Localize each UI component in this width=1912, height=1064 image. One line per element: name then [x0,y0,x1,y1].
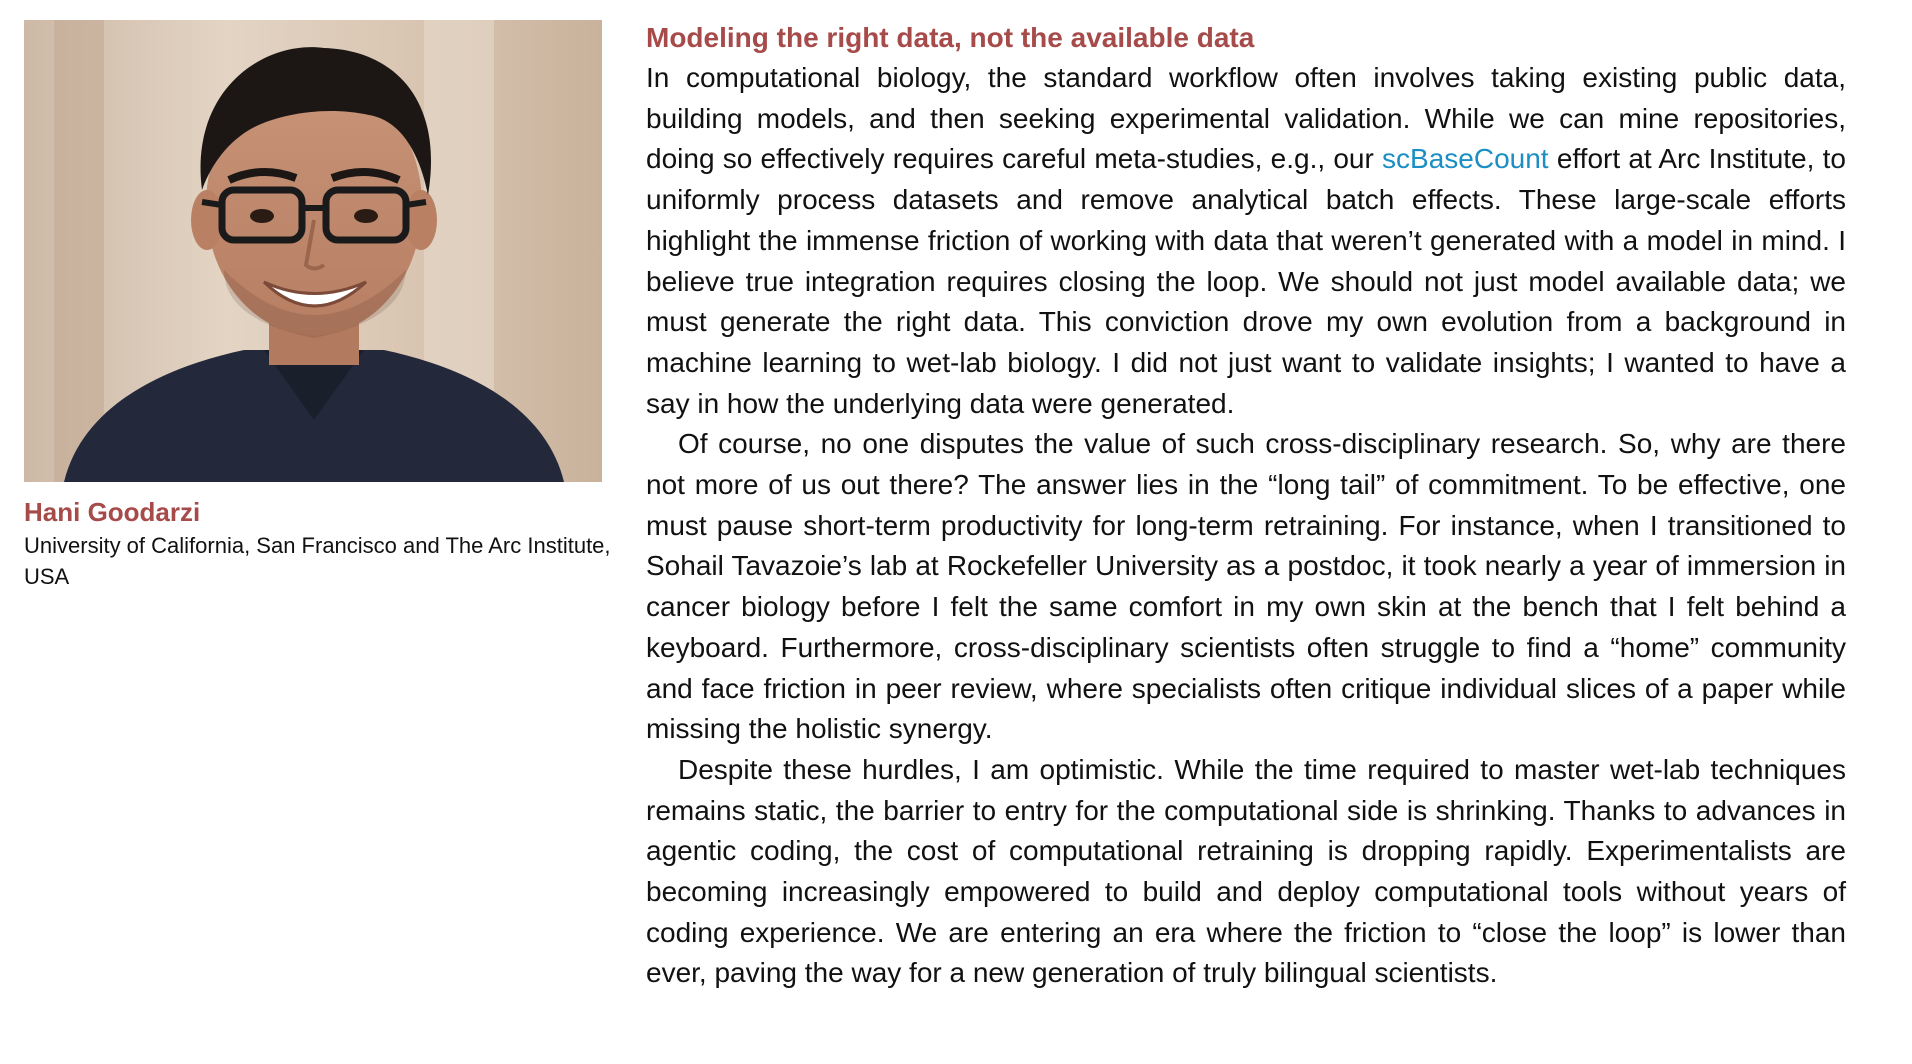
paragraph-1-text-end: effort at Arc Institute, to uniformly process datasets and remove analytical batch effects. These large-scale efforts highlight the immense friction of working with data that weren’t generated with a model in mind. I believe true integration requires closing the loop. We should not just model available data; we must generate the right data. This conviction drove my own evolution from a background in machine learning to wet-lab biology. I did not just want to validate insights; I wanted to have a say in how the underlying data were generated. [646,143,1846,419]
paragraph-1 [646,58,1846,424]
scbasecount-link[interactable]: scBaseCount [1382,143,1549,175]
article-title: Modeling the right data, not the available data [646,22,1255,53]
paragraph-3: Despite these hurdles, I am optimistic. While the time required to master wet-lab techniques remains static, the barrier to entry for the computational side is shrinking. Thanks to advances in agentic coding, the cost of computational retraining is dropping rapidly. Experimentalists are becoming increasingly empowered to build and deploy computational tools without years of coding experience. We are entering an era where the friction to “close the loop” is lower than ever, paving the way for a new generation of truly bilingual scientists. [646,753,1846,989]
author-name: Hani Goodarzi [24,497,201,527]
paragraph-1-text-start: In computational biology, the standard workflow often involves taking existing public data, building models, and then seeking experimental validation. While we can mine repositories, doing so effectively requires careful meta-studies, e.g., our [646,62,1846,175]
article-body [646,18,1846,994]
author-portrait [24,20,602,482]
author-affiliation: University of California, San Francisco and The Arc Institute, USA [24,533,611,589]
paragraph-2: Of course, no one disputes the value of such cross-disciplinary research. So, why are there not more of us out there? The answer lies in the “long tail” of commitment. To be effective, one must pause short-term productivity for long-term retraining. For instance, when I transitioned to Sohail Tavazoie’s lab at Rockefeller University as a postdoc, it took nearly a year of immersion in cancer biology before I felt the same comfort in my own skin at the bench that I felt behind a keyboard. Furthermore, cross-disciplinary scientists often struggle to find a “home” community and face friction in peer review, where specialists often critique individual slices of a paper while missing the holistic synergy. [646,428,1846,745]
